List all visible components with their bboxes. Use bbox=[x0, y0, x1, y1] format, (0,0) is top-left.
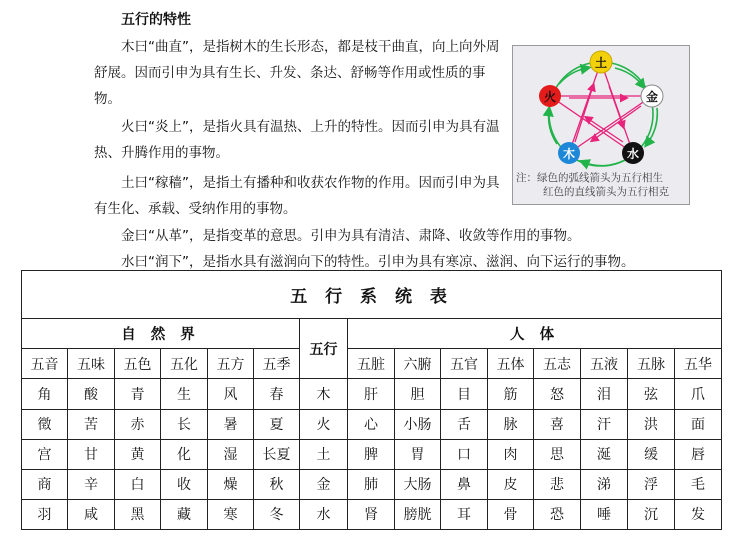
metal-node bbox=[641, 85, 663, 107]
table-cell: 发 bbox=[675, 499, 722, 529]
table-row bbox=[22, 469, 722, 499]
metal-label: 金 bbox=[645, 90, 659, 104]
table-cell: 酸 bbox=[68, 379, 115, 409]
column-header: 五色 bbox=[115, 349, 161, 379]
table-cell: 藏 bbox=[161, 499, 208, 529]
table-cell: 青 bbox=[115, 379, 161, 409]
table-cell: 木 bbox=[300, 379, 348, 409]
diagram-note bbox=[516, 171, 669, 199]
restrict-arrow bbox=[575, 86, 593, 142]
table-cell: 赤 bbox=[115, 409, 161, 439]
column-header: 五华 bbox=[675, 349, 722, 379]
table-cell: 生 bbox=[161, 379, 208, 409]
generate-arrow bbox=[583, 160, 625, 166]
table-cell: 小肠 bbox=[395, 409, 441, 439]
table-cell: 夏 bbox=[254, 409, 300, 439]
table-cell: 爪 bbox=[675, 379, 722, 409]
note-line: 红色的直线箭头为五行相克 bbox=[543, 186, 669, 198]
table-cell: 苦 bbox=[68, 409, 115, 439]
column-header: 五液 bbox=[581, 349, 628, 379]
table-cell: 黄 bbox=[115, 439, 161, 469]
table-cell: 思 bbox=[534, 439, 581, 469]
column-header: 五脉 bbox=[628, 349, 675, 379]
table-cell: 肾 bbox=[348, 499, 395, 529]
table-cell: 目 bbox=[441, 379, 488, 409]
five-elements-system-table bbox=[21, 270, 722, 530]
wuxing-header: 五行 bbox=[300, 319, 348, 379]
column-header: 五化 bbox=[161, 349, 208, 379]
table-cell: 寒 bbox=[208, 499, 254, 529]
table-cell: 肺 bbox=[348, 469, 395, 499]
water-node bbox=[622, 142, 644, 164]
table-cell: 暑 bbox=[208, 409, 254, 439]
table-cell: 化 bbox=[161, 439, 208, 469]
table-cell: 长夏 bbox=[254, 439, 300, 469]
table-cell: 春 bbox=[254, 379, 300, 409]
table-cell: 恐 bbox=[534, 499, 581, 529]
table-cell: 沉 bbox=[628, 499, 675, 529]
paragraph-text: 土曰“稼穑”，是指土有播种和收获农作物的作用。因而引申为具有生化、承载、受纳作用的事物。 bbox=[94, 175, 500, 217]
column-header: 五味 bbox=[68, 349, 115, 379]
table-cell: 弦 bbox=[628, 379, 675, 409]
table-cell: 秋 bbox=[254, 469, 300, 499]
wood-label: 木 bbox=[562, 147, 576, 161]
table-cell: 骨 bbox=[488, 499, 534, 529]
table-cell: 皮 bbox=[488, 469, 534, 499]
table-cell: 筋 bbox=[488, 379, 534, 409]
table-cell: 脾 bbox=[348, 439, 395, 469]
table-cell: 咸 bbox=[68, 499, 115, 529]
table-cell: 舌 bbox=[441, 409, 488, 439]
table-cell: 毛 bbox=[675, 469, 722, 499]
wood-node bbox=[558, 142, 580, 164]
column-header: 五志 bbox=[534, 349, 581, 379]
table-row bbox=[22, 499, 722, 529]
table-title: 五 行 系 统 表 bbox=[22, 271, 722, 319]
table-cell: 宫 bbox=[22, 439, 68, 469]
table-cell: 辛 bbox=[68, 469, 115, 499]
table-cell: 唾 bbox=[581, 499, 628, 529]
table-row bbox=[22, 409, 722, 439]
table-cell: 悲 bbox=[534, 469, 581, 499]
table-cell: 肉 bbox=[488, 439, 534, 469]
table-cell: 胆 bbox=[395, 379, 441, 409]
restrict-arrow bbox=[587, 118, 623, 142]
paragraph-text: 金曰“从革”，是指变革的意思。引申为具有清洁、肃降、收敛等作用的事物。 bbox=[121, 228, 581, 244]
column-header: 五音 bbox=[22, 349, 68, 379]
section-title: 五行的特性 bbox=[121, 12, 191, 28]
table-cell: 金 bbox=[300, 469, 348, 499]
table-cell: 怒 bbox=[534, 379, 581, 409]
table-cell: 心 bbox=[348, 409, 395, 439]
table-cell: 汗 bbox=[581, 409, 628, 439]
table-row bbox=[22, 379, 722, 409]
table-cell: 脉 bbox=[488, 409, 534, 439]
table-cell: 商 bbox=[22, 469, 68, 499]
five-elements-diagram bbox=[512, 45, 690, 205]
table-cell: 黑 bbox=[115, 499, 161, 529]
earth-node bbox=[590, 51, 612, 73]
table-cell: 土 bbox=[300, 439, 348, 469]
column-header: 五官 bbox=[441, 349, 488, 379]
table-cell: 白 bbox=[115, 469, 161, 499]
paragraph-text: 木曰“曲直”，是指树木的生长形态，都是枝干曲直，向上向外周舒展。因而引申为具有生长、升发、条达、舒畅等作用或性质的事物。 bbox=[94, 39, 500, 107]
table-cell: 缓 bbox=[628, 439, 675, 469]
paragraph-metal bbox=[94, 223, 654, 249]
paragraph-text: 水曰“润下”，是指水具有滋润向下的特性。引申为具有寒凉、滋润、向下运行的事物。 bbox=[121, 254, 635, 270]
table-cell: 徵 bbox=[22, 409, 68, 439]
paragraph-fire bbox=[94, 114, 504, 166]
table-cell: 水 bbox=[300, 499, 348, 529]
column-header: 五体 bbox=[488, 349, 534, 379]
paragraph-text: 火曰“炎上”，是指火具有温热、上升的特性。因而引申为具有温热、升腾作用的事物。 bbox=[94, 119, 500, 161]
column-header: 六腑 bbox=[395, 349, 441, 379]
water-label: 水 bbox=[626, 147, 640, 161]
table-cell: 膀胱 bbox=[395, 499, 441, 529]
fire-node bbox=[539, 85, 561, 107]
table-cell: 浮 bbox=[628, 469, 675, 499]
table-row bbox=[22, 439, 722, 469]
nature-group-header: 自 然 界 bbox=[22, 319, 300, 349]
table-cell: 洪 bbox=[628, 409, 675, 439]
body-group-header: 人 体 bbox=[348, 319, 722, 349]
table-cell: 火 bbox=[300, 409, 348, 439]
table-cell: 长 bbox=[161, 409, 208, 439]
table-cell: 面 bbox=[675, 409, 722, 439]
table-cell: 喜 bbox=[534, 409, 581, 439]
table-cell: 角 bbox=[22, 379, 68, 409]
column-header: 五脏 bbox=[348, 349, 395, 379]
table-cell: 肝 bbox=[348, 379, 395, 409]
table-cell: 泪 bbox=[581, 379, 628, 409]
paragraph-wood bbox=[94, 34, 504, 112]
column-header: 五季 bbox=[254, 349, 300, 379]
restrict-arrow bbox=[593, 106, 641, 140]
table-cell: 甘 bbox=[68, 439, 115, 469]
earth-label: 土 bbox=[594, 56, 608, 70]
table-cell: 口 bbox=[441, 439, 488, 469]
table-cell: 大肠 bbox=[395, 469, 441, 499]
fire-label: 火 bbox=[543, 90, 557, 104]
table-cell: 涎 bbox=[581, 439, 628, 469]
table-cell: 湿 bbox=[208, 439, 254, 469]
table-cell: 唇 bbox=[675, 439, 722, 469]
table-cell: 燥 bbox=[208, 469, 254, 499]
table-cell: 冬 bbox=[254, 499, 300, 529]
table-cell: 胃 bbox=[395, 439, 441, 469]
table-cell: 涕 bbox=[581, 469, 628, 499]
column-header-row bbox=[22, 349, 722, 379]
table-cell: 收 bbox=[161, 469, 208, 499]
table-cell: 风 bbox=[208, 379, 254, 409]
table-cell: 羽 bbox=[22, 499, 68, 529]
table-cell: 鼻 bbox=[441, 469, 488, 499]
paragraph-earth bbox=[94, 170, 504, 222]
table-cell: 耳 bbox=[441, 499, 488, 529]
note-line: 注：绿色的弧线箭头为五行相生 bbox=[516, 172, 663, 184]
column-header: 五方 bbox=[208, 349, 254, 379]
